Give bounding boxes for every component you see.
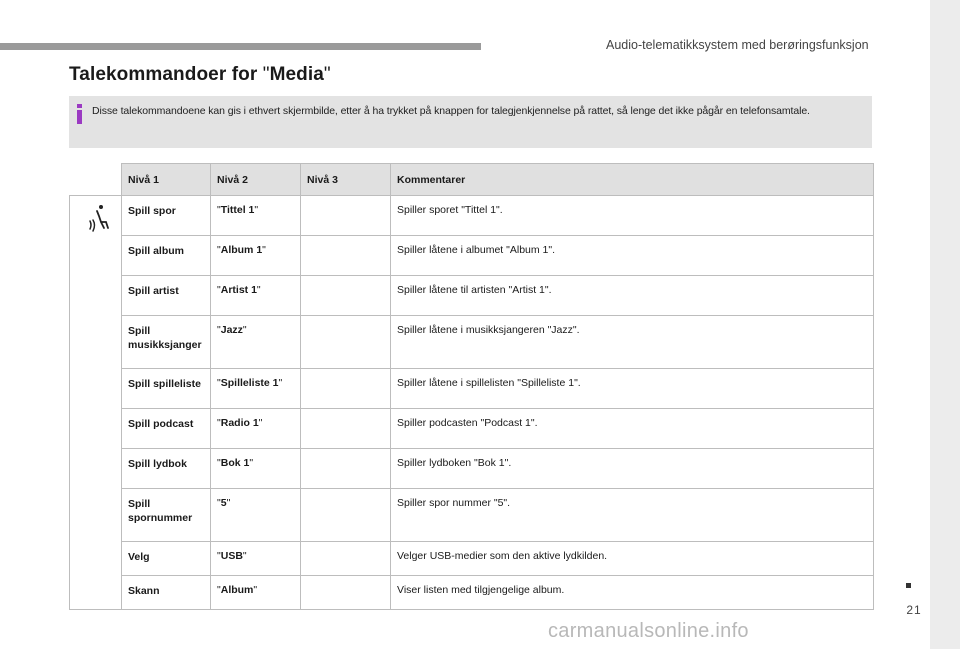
level1-cell: Velg <box>122 542 211 576</box>
table-row <box>70 369 874 409</box>
level3-cell <box>301 196 391 236</box>
comment-cell: Spiller sporet "Tittel 1". <box>391 196 874 236</box>
title-open-quote: " <box>262 64 270 85</box>
level2-cell: "Radio 1" <box>211 409 301 449</box>
top-rule <box>0 43 481 50</box>
level3-cell <box>301 236 391 276</box>
level1-cell: Spill spornummer <box>122 489 211 542</box>
level2-value: Tittel 1 <box>220 204 255 216</box>
level1-cell: Spill artist <box>122 276 211 316</box>
comment-cell: Velger USB-medier som den aktive lydkilden. <box>391 542 874 576</box>
info-icon <box>77 104 82 124</box>
level3-cell <box>301 369 391 409</box>
comment-cell: Spiller låtene i musikksjangeren "Jazz". <box>391 316 874 369</box>
level3-cell <box>301 542 391 576</box>
level1-cell: Spill spor <box>122 196 211 236</box>
header-level1: Nivå 1 <box>122 164 211 196</box>
comment-cell: Spiller låtene i albumet "Album 1". <box>391 236 874 276</box>
level1-cell: Spill lydbok <box>122 449 211 489</box>
level3-cell <box>301 449 391 489</box>
table-row <box>70 576 874 610</box>
level3-cell <box>301 489 391 542</box>
level2-cell: "Artist 1" <box>211 276 301 316</box>
table-row <box>70 449 874 489</box>
level2-value: Artist 1 <box>220 284 257 296</box>
info-text: Disse talekommandoene kan gis i ethvert skjermbilde, etter å ha trykket på knappen for talegjenkjennelse på rattet, så lenge det ikke pågår en telefonsamtale. <box>92 105 810 117</box>
comment-cell: Spiller lydboken "Bok 1". <box>391 449 874 489</box>
level1-cell: Spill podcast <box>122 409 211 449</box>
table-row <box>70 276 874 316</box>
side-strip <box>930 0 960 649</box>
level2-cell: "Album" <box>211 576 301 610</box>
title-close-quote: " <box>323 64 331 85</box>
level1-cell: Skann <box>122 576 211 610</box>
info-box <box>69 96 872 148</box>
level2-cell: "Album 1" <box>211 236 301 276</box>
comment-cell: Spiller podcasten "Podcast 1". <box>391 409 874 449</box>
level2-cell: "Bok 1" <box>211 449 301 489</box>
comment-cell: Spiller spor nummer "5". <box>391 489 874 542</box>
page-number: 21 <box>906 603 922 617</box>
level2-value: Bok 1 <box>220 457 250 469</box>
page-marker <box>906 583 911 588</box>
table-row <box>70 196 874 236</box>
table-body <box>70 196 874 610</box>
level2-value: Spilleliste 1 <box>220 377 279 389</box>
level2-value: Jazz <box>220 324 243 336</box>
comment-cell: Spiller låtene i spillelisten "Spilleliste 1". <box>391 369 874 409</box>
level2-value: Album 1 <box>220 244 263 256</box>
watermark: carmanualsonline.info <box>548 620 749 642</box>
table-header-row <box>70 164 874 196</box>
voice-command-table <box>69 163 874 610</box>
comment-cell: Spiller låtene til artisten "Artist 1". <box>391 276 874 316</box>
table-row <box>70 316 874 369</box>
level3-cell <box>301 316 391 369</box>
level2-value: USB <box>220 550 243 562</box>
header-level3: Nivå 3 <box>301 164 391 196</box>
level2-cell: "Spilleliste 1" <box>211 369 301 409</box>
level3-cell <box>301 576 391 610</box>
level2-value: Radio 1 <box>220 417 259 429</box>
title-prefix: Talekommandoer for <box>69 64 263 85</box>
comment-cell: Viser listen med tilgjengelige album. <box>391 576 874 610</box>
table-row <box>70 236 874 276</box>
header-comment: Kommentarer <box>391 164 874 196</box>
level1-cell: Spill album <box>122 236 211 276</box>
voice-command-icon <box>86 204 112 234</box>
table-row <box>70 542 874 576</box>
header-level2: Nivå 2 <box>211 164 301 196</box>
level2-cell: "Tittel 1" <box>211 196 301 236</box>
level2-cell: "Jazz" <box>211 316 301 369</box>
level2-cell: "USB" <box>211 542 301 576</box>
icon-cell <box>70 196 122 610</box>
page-title <box>69 64 331 86</box>
level1-cell: Spill spilleliste <box>122 369 211 409</box>
level2-cell: "5" <box>211 489 301 542</box>
level2-value: 5 <box>220 497 227 509</box>
section-header: Audio-telematikksystem med berøringsfunksjon <box>606 38 869 52</box>
level3-cell <box>301 276 391 316</box>
header-blank <box>70 164 122 196</box>
title-emphasis: Media <box>269 64 324 85</box>
table-row <box>70 489 874 542</box>
level3-cell <box>301 409 391 449</box>
level2-value: Album <box>220 584 254 596</box>
level1-cell: Spill musikksjanger <box>122 316 211 369</box>
table-row <box>70 409 874 449</box>
